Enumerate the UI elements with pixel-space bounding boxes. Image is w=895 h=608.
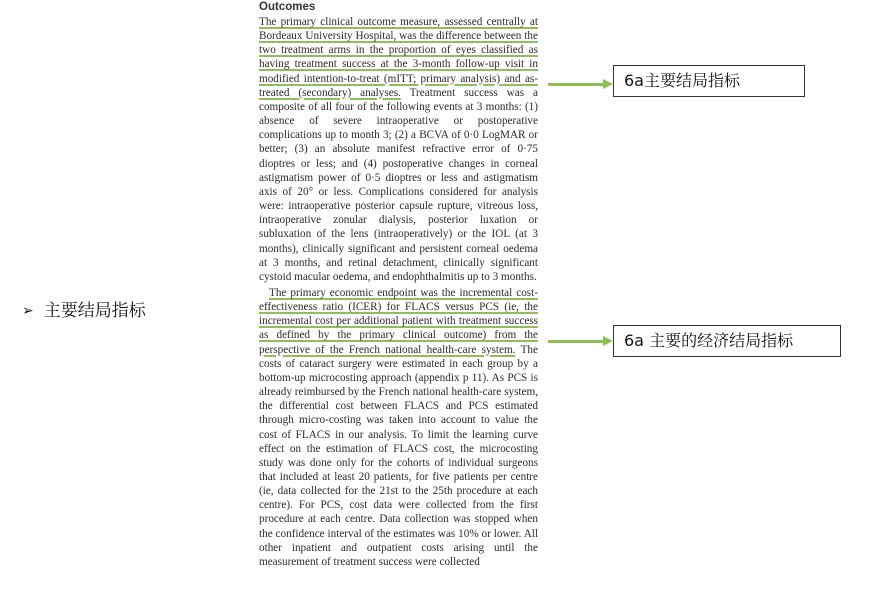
callout-primary-economic-outcome: 6a 主要的经济结局指标 (613, 325, 841, 357)
paragraph-primary-clinical-outcome (259, 15, 538, 284)
side-bullet-text: 主要结局指标 (43, 301, 146, 321)
article-excerpt (259, 0, 538, 569)
highlighted-primary-outcome-text: The primary clinical outcome measure, assessed centrally at Bordeaux University Hospital, was the difference between the two treatment arms in the proportion of eyes classified as having treatment success at the 3-month follow-up visit in modified intention-to-treat (mITT; primary analysis) and as-treated (secondary) analyses. (259, 16, 538, 99)
side-bullet-label (22, 298, 146, 325)
paragraph-primary-economic-endpoint (259, 286, 538, 569)
arrow-right-icon (548, 340, 604, 343)
paragraph1-body-text: Treatment success was a composite of all four of the following events at 3 months: (1) absence of severe intraoperative or postoperative complications up to month 3; (2) a BCVA of 0·0 LogMAR or better; (3) an absolute manifest refractive error of 0·75 dioptres or less; and (4) postoperative changes in corneal astigmatism power of 0·5 dioptres or less and astigmatism axis of 20° or less. Complications considered for analysis were: intraoperative posterior capsule rupture, vitreous loss, intraoperative zonular dialysis, posterior luxation or subluxation of the lens (intraoperatively) or the IOL (at 3 months), clinically significant and persistent corneal oedema at 3 months, and retinal detachment, clinically significant cystoid macular oedema, and endophthalmitis up to 3 months. (259, 86, 538, 283)
highlighted-economic-endpoint-text: The primary economic endpoint was the incremental cost-effectiveness ratio (ICER) for FLACS versus PCS (ie, the incremental cost per additional patient with treatment success as defined by the primary clinical outcome) from the perspective of the French national health-care system. (259, 286, 538, 356)
callout-primary-outcome: 6a主要结局指标 (613, 65, 805, 97)
bullet-arrow-icon: ➢ (22, 303, 34, 319)
paragraph2-body-text: The costs of cataract surgery were estimated in each group by a bottom-up microcosting approach (appendix p 11). As PCS is already reimbursed by the French national health-care system, the differential cost between FLACS and PCS estimated through micro-costing was taken into account to value the cost of FLACS in our analysis. To limit the learning curve effect on the estimation of FLACS cost, the microcosting study was done only for the cohorts of individual surgeons that included at least 20 patients, for five patients per centre (ie, data collected for the 21st to the 25th procedure at each centre). For PCS, cost data were collected from the first procedure at each centre. Data collection was stopped when the confidence interval of the estimates was 10% or lower. All other inpatient and outpatient costs arising until the measurement of treatment success were collected (259, 343, 538, 568)
arrow-right-icon (548, 83, 604, 86)
section-heading: Outcomes (259, 1, 316, 13)
